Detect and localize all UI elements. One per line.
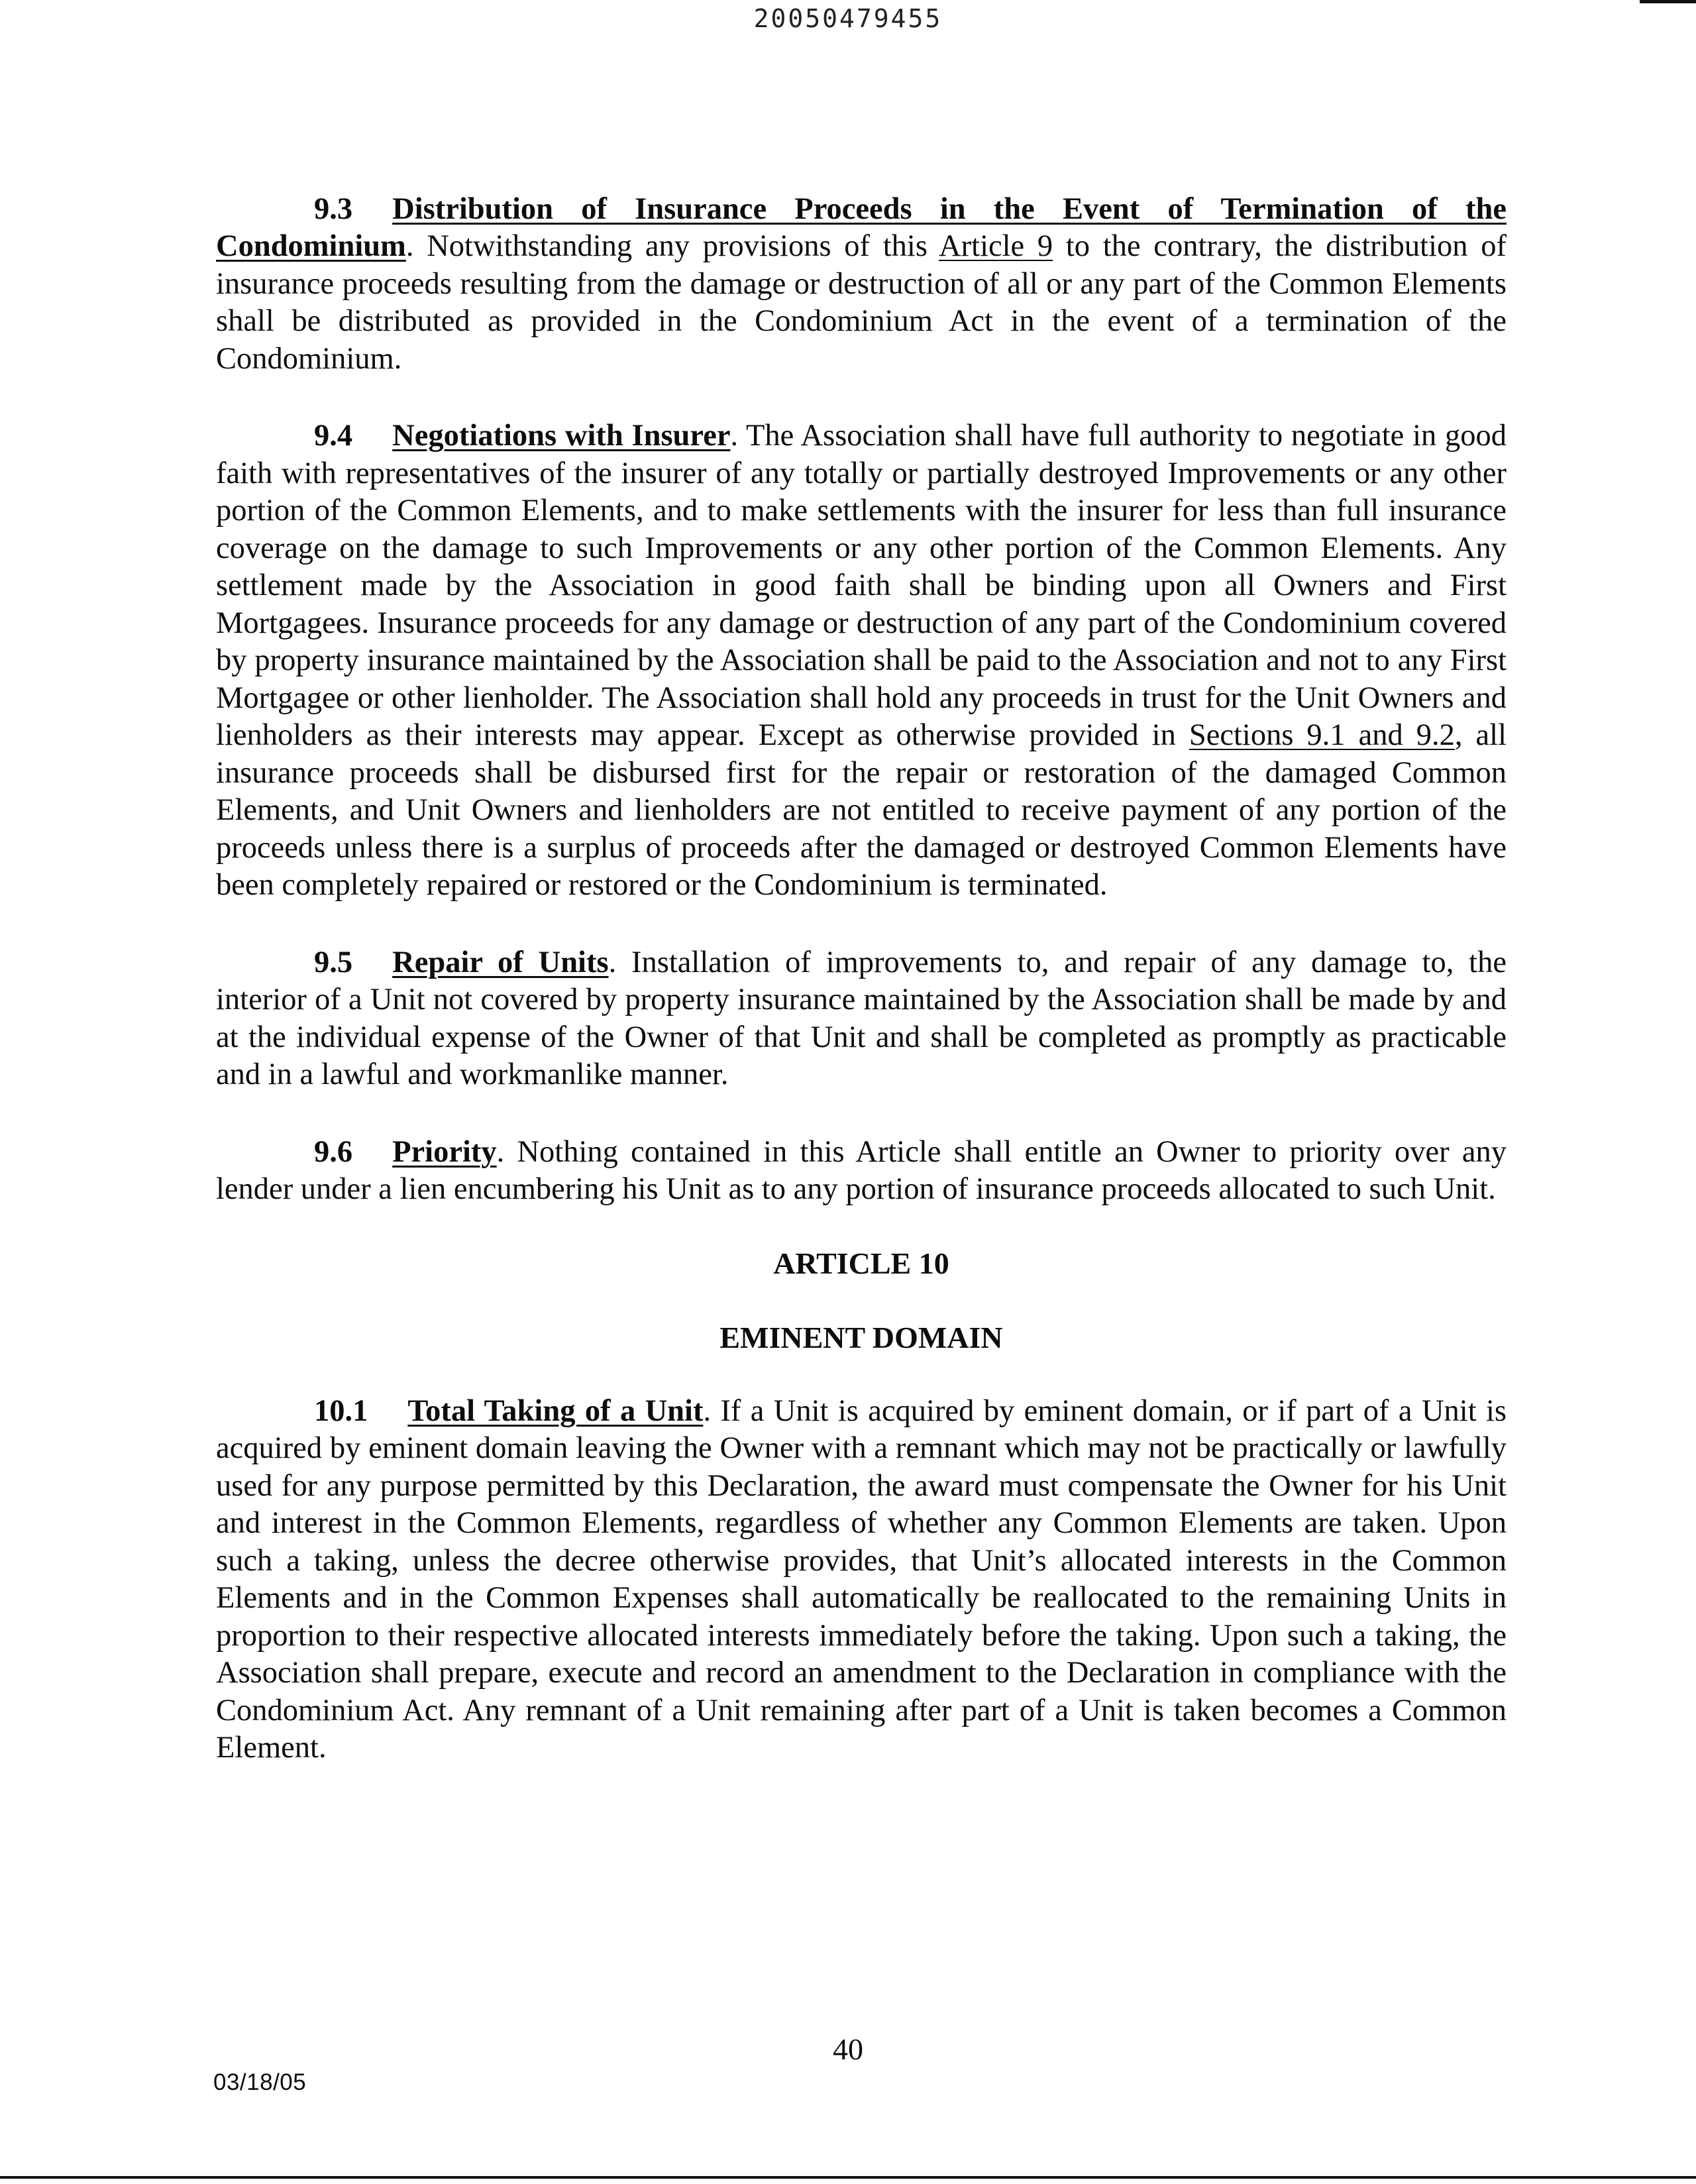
section-text: , all insurance proceeds shall be disbursed first for the repair or restoration of the damaged Common Elements, and Unit Owners and lienholders are not entitled to receive payment of any portion of the proceeds unless there is a surplus of proceeds after the damaged or destroyed Common Elements have been completely repaired or restored or the Condominium is terminated. [216,718,1507,902]
section-text: to the contrary, the distribution of insurance proceeds resulting from the damage or destruction of all or any part of the Common Elements shall be distributed as provided in the Condominium Act in the event of a termination of the Condominium. [216,229,1507,376]
section-9-5 [216,944,1507,1094]
section-number: 9.5 [314,945,353,979]
cross-reference: Sections 9.1 and 9.2 [1189,718,1455,753]
section-text: . The Association shall have full authority to negotiate in good faith with representatives of the insurer of any totally or partially destroyed Improvements or any other portion of the Common Elements, and to make settlements with the insurer for less than full insurance coverage on the damage to such Improvements or any other portion of the Common Elements. Any settlement made by the Association in good faith shall be binding upon all Owners and First Mortgagees. Insurance proceeds for any damage or destruction of any part of the Condominium covered by property insurance maintained by the Association shall be paid to the Association and not to any First Mortgagee or other lienholder. The Association shall hold any proceeds in trust for the Unit Owners and lienholders as their interests may appear. Except as otherwise provided in [216,419,1507,753]
section-number: 10.1 [314,1393,368,1428]
article-number: ARTICLE 10 [773,1246,949,1280]
section-text: . Notwithstanding any provisions of this [405,229,939,264]
section-title: Repair of Units [392,945,609,979]
section-9-3 [216,191,1507,378]
article-title: EMINENT DOMAIN [719,1320,1003,1354]
page-body [216,191,1507,1806]
page-number: 40 [833,2032,863,2066]
section-number: 9.6 [314,1134,353,1169]
section-text: . Installation of improvements to, and repair of any damage to, the interior of a Unit not covered by property insurance maintained by the Association shall be made by and at the individual expense of the Owner of that Unit and shall be completed as promptly as practicable and in a lawful and workmanlike manner. [216,945,1507,1092]
document-id: 20050479455 [753,4,943,33]
section-9-6 [216,1134,1507,1209]
section-title: Negotiations with Insurer [392,419,731,453]
scan-corner-mark [1640,0,1696,3]
cross-reference: Article 9 [939,229,1053,264]
section-text: . Nothing contained in this Article shall entitle an Owner to priority over any lender under a lien encumbering his Unit as to any portion of insurance proceeds allocated to such Unit. [216,1134,1507,1207]
section-9-4 [216,417,1507,904]
section-title: Priority [392,1134,497,1169]
section-10-1 [216,1393,1507,1767]
section-text: . If a Unit is acquired by eminent domain, or if part of a Unit is acquired by eminent domain leaving the Owner with a remnant which may not be practically or lawfully used for any purpose permitted by this Declaration, the award must compensate the Owner for his Unit and interest in the Common Elements, regardless of whether any Common Elements are taken. Upon such a taking, unless the decree otherwise provides, that Unit’s allocated interests in the Common Elements and in the Common Expenses shall automatically be reallocated to the remaining Units in proportion to their respective allocated interests immediately before the taking. Upon such a taking, the Association shall prepare, execute and record an amendment to the Declaration in compliance with the Condominium Act. Any remnant of a Unit remaining after part of a Unit is taken becomes a Common Element. [216,1393,1507,1765]
section-title: Total Taking of a Unit [407,1393,704,1428]
section-title: Distribution of Insurance Proceeds in the Event of Termination of the Condominium [216,192,1507,264]
scan-bottom-rule [0,2176,1696,2179]
footer-date: 03/18/05 [213,2069,307,2095]
section-number: 9.3 [314,192,353,226]
section-number: 9.4 [314,419,353,453]
